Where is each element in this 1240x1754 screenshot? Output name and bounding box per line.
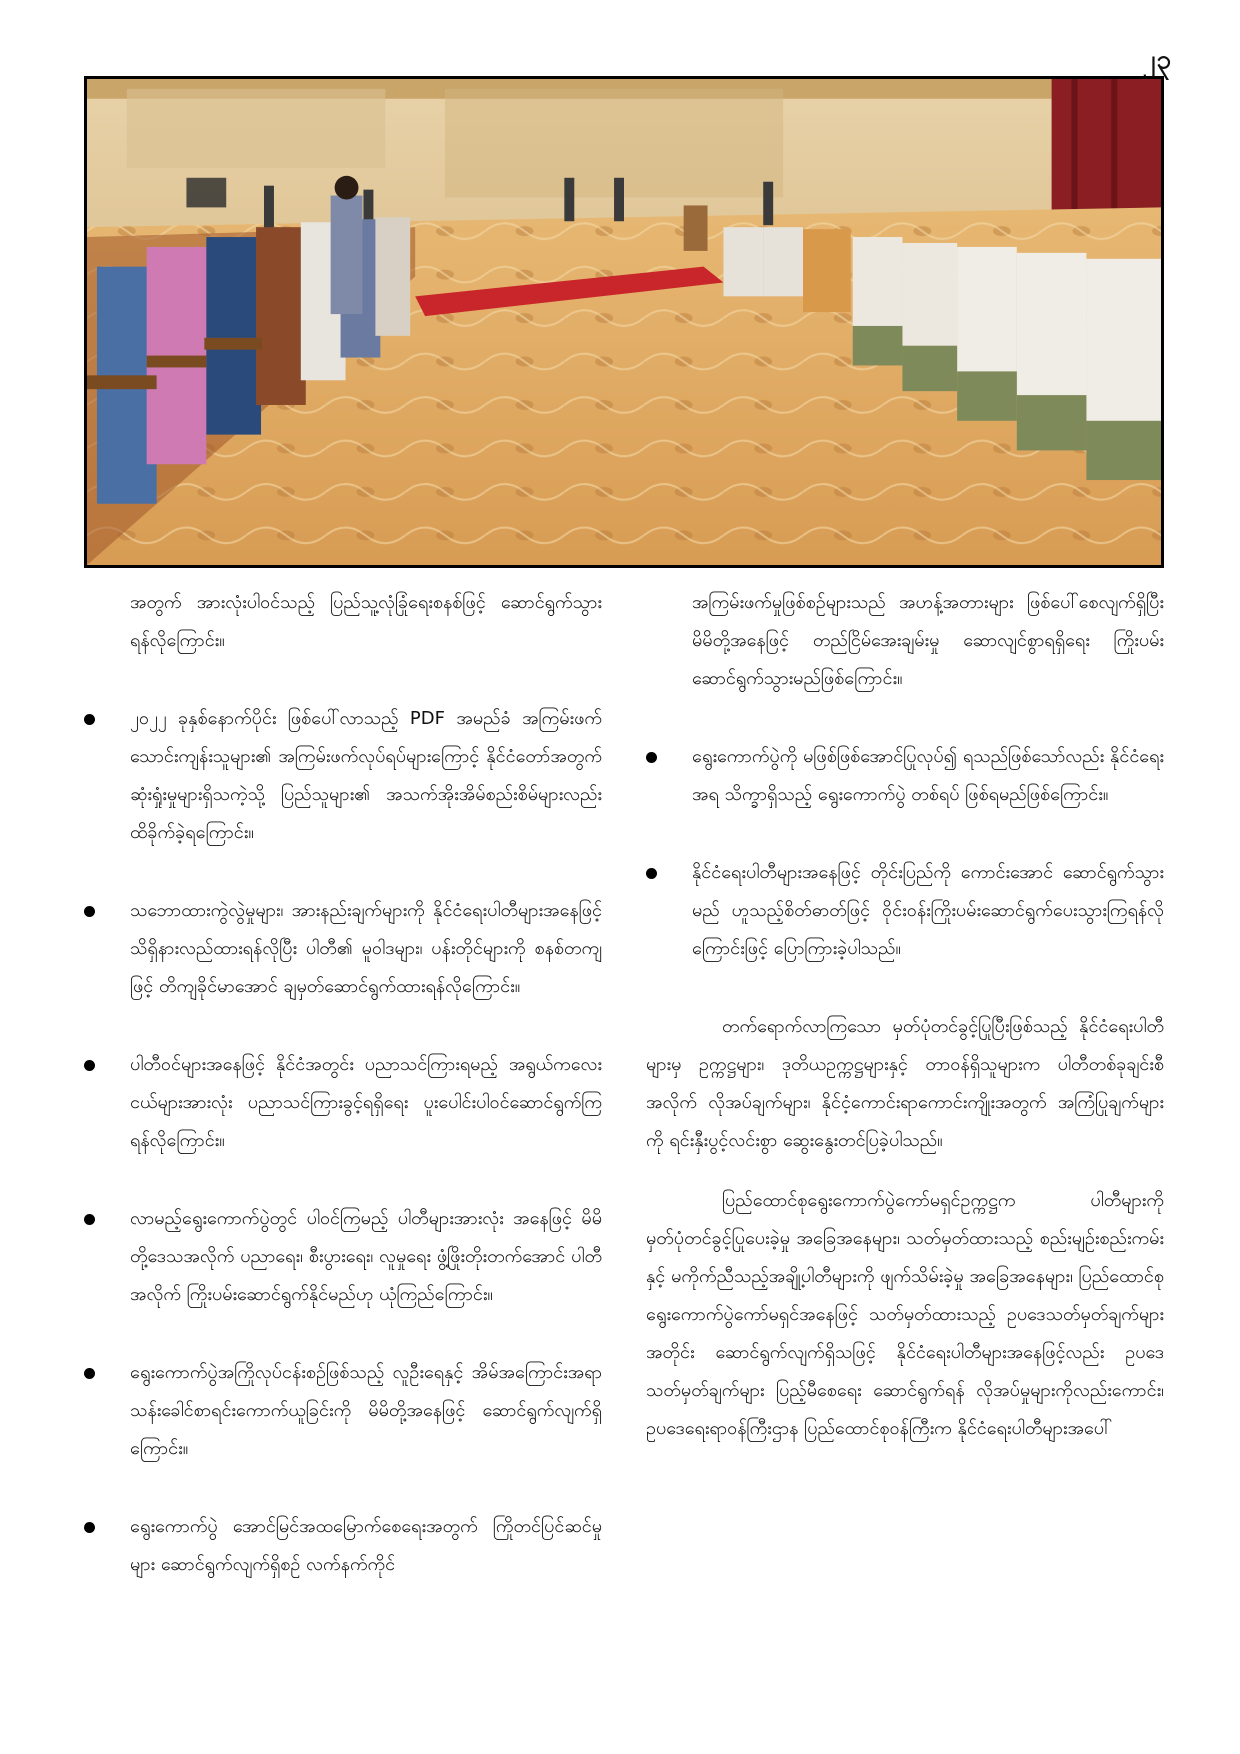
body-paragraph: ပြည်ထောင်စုရွေးကောက်ပွဲကော်မရှင်ဥက္ကဋ္ဌက ပါတီများကို မှတ်ပုံတင်ခွင့်ပြုပေးခဲ့မှု အခြေအနေများ၊ သတ်မှတ်ထားသည့် စည်းမျဉ်းစည်းကမ်းနှင့် မကိုက်ညီသည့်အချို့ပါတီများကို ဖျက်သိမ်းခဲ့မှု အခြေအနေများ၊ ပြည်ထောင်စုရွေးကောက်ပွဲကော်မရှင်အနေဖြင့် သတ်မှတ်ထားသည့် ဥပဒေသတ်မှတ်ချက်များအတိုင်း ဆောင်ရွက်လျက်ရှိသဖြင့် နိုင်ငံရေးပါတီများအနေဖြင့်လည်း ဥပဒေသတ်မှတ်ချက်များ ပြည့်မီစေရေး ဆောင်ရွက်ရန် လိုအပ်မှုများကိုလည်းကောင်း၊ ဥပဒေရေးရာဝန်ကြီးဌာန ပြည်ထောင်စုဝန်ကြီးက နိုင်ငံရေးပါတီများအပေါ်	[646, 1190, 1164, 1439]
continuation-text: အတွက် အားလုံးပါဝင်သည့် ပြည်သူ့လုံခြုံရေးစနစ်ဖြင့် ဆောင်ရွက်သွားရန်လိုကြောင်း။	[130, 592, 602, 651]
bullet-icon	[84, 1522, 95, 1533]
bullet-item: နိုင်ငံရေးပါတီများအနေဖြင့် တိုင်းပြည်ကို ကောင်းအောင် ဆောင်ရွက်သွားမည် ဟူသည့်စိတ်ဓာတ်ဖြင့် ဝိုင်းဝန်းကြိုးပမ်းဆောင်ရွက်ပေးသွားကြရန်လိုကြောင်းဖြင့် ပြောကြားခဲ့ပါသည်။	[646, 854, 1164, 968]
bullet-icon	[84, 714, 95, 725]
bullet-item: သဘောထားကွဲလွဲမှုများ၊ အားနည်းချက်များကို နိုင်ငံရေးပါတီများအနေဖြင့် သိရှိနားလည်ထားရန်လိုပြီး ပါတီ၏ မူဝါဒများ၊ ပန်းတိုင်များကို စနစ်တကျဖြင့် တိကျခိုင်မာအောင် ချမှတ်ဆောင်ရွက်ထားရန်လိုကြောင်း။	[84, 892, 602, 1006]
bullet-item: လာမည့်ရွေးကောက်ပွဲတွင် ပါဝင်ကြမည့် ပါတီများအားလုံး အနေဖြင့် မိမိတို့ဒေသအလိုက် ပညာရေး၊ စီးပွားရေး၊ လူမှုရေး ဖွံ့ဖြိုးတိုးတက်အောင် ပါတီအလိုက် ကြိုးပမ်းဆောင်ရွက်နိုင်မည်ဟု ယုံကြည်ကြောင်း။	[84, 1200, 602, 1314]
standing-speaker	[331, 176, 363, 314]
body-paragraph: တက်ရောက်လာကြသော မှတ်ပုံတင်ခွင့်ပြုပြီးဖြစ်သည့် နိုင်ငံရေးပါတီများမှ ဥက္ကဋ္ဌများ၊ ဒုတိယဥက္ကဋ္ဌများနှင့် တာဝန်ရှိသူများက ပါတီတစ်ခုချင်းစီအလိုက် လိုအပ်ချက်များ၊ နိုင်ငံ့ကောင်းရာကောင်းကျိုးအတွက် အကြံပြုချက်များကို ရင်းနှီးပွင့်လင်းစွာ ဆွေးနွေးတင်ပြခဲ့ပါသည်။	[646, 1016, 1164, 1151]
left-column	[84, 584, 602, 1624]
bullet-item: ရွေးကောက်ပွဲ အောင်မြင်အထမြောက်စေရေးအတွက် ကြိုတင်ပြင်ဆင်မှုများ ဆောင်ရွက်လျက်ရှိစဉ် လက်နက်ကိုင်	[84, 1508, 602, 1584]
bullet-icon	[646, 752, 657, 763]
bullet-icon	[84, 906, 95, 917]
bullet-icon	[84, 1060, 95, 1071]
bullet-item: ရွေးကောက်ပွဲအကြိုလုပ်ငန်းစဉ်ဖြစ်သည့် လူဦးရေနှင့် အိမ်အကြောင်းအရာ သန်းခေါင်စာရင်းကောက်ယူခြင်းကို မိမိတို့အနေဖြင့် ဆောင်ရွက်လျက်ရှိကြောင်း။	[84, 1354, 602, 1468]
meeting-hall-illustration	[87, 79, 1161, 565]
bullet-item: ရွေးကောက်ပွဲကို မဖြစ်ဖြစ်အောင်ပြုလုပ်၍ ရသည်ဖြစ်သော်လည်း နိုင်ငံရေးအရ သိက္ခာရှိသည့် ရွေးကောက်ပွဲ တစ်ရပ် ဖြစ်ရမည်ဖြစ်ကြောင်း။	[646, 738, 1164, 814]
bullet-item: ပါတီဝင်များအနေဖြင့် နိုင်ငံအတွင်း ပညာသင်ကြားရမည့် အရွယ်ကလေးငယ်များအားလုံး ပညာသင်ကြားခွင့်ရရှိရေး ပူးပေါင်းပါဝင်ဆောင်ရွက်ကြရန်လိုကြောင်း။	[84, 1046, 602, 1160]
continuation-text: အကြမ်းဖက်မှုဖြစ်စဉ်များသည် အဟန့်အတားများ ဖြစ်ပေါ်စေလျက်ရှိပြီး မိမိတို့အနေဖြင့် တည်ငြိမ်အေးချမ်းမှု ဆောလျင်စွာရရှိရေး ကြိုးပမ်းဆောင်ရွက်သွားမည်ဖြစ်ကြောင်း။	[692, 592, 1164, 689]
bullet-icon	[84, 1368, 95, 1379]
right-column	[646, 584, 1164, 1470]
bullet-item: ၂၀၂၂ ခုနှစ်နောက်ပိုင်း ဖြစ်ပေါ်လာသည့် PDF အမည်ခံ အကြမ်းဖက်သောင်းကျန်းသူများ၏ အကြမ်းဖက်လုပ်ရပ်များကြောင့် နိုင်ငံတော်အတွက် ဆုံးရှုံးမှုများရှိသကဲ့သို့ ပြည်သူများ၏ အသက်အိုးအိမ်စည်းစိမ်များလည်း ထိခိုက်ခဲ့ရကြောင်း။	[84, 700, 602, 852]
meeting-hall-photo	[84, 76, 1164, 568]
bullet-icon	[84, 1214, 95, 1225]
page-number: ၂၃	[1142, 45, 1172, 75]
bullet-icon	[646, 868, 657, 879]
red-curtain	[1052, 79, 1161, 227]
